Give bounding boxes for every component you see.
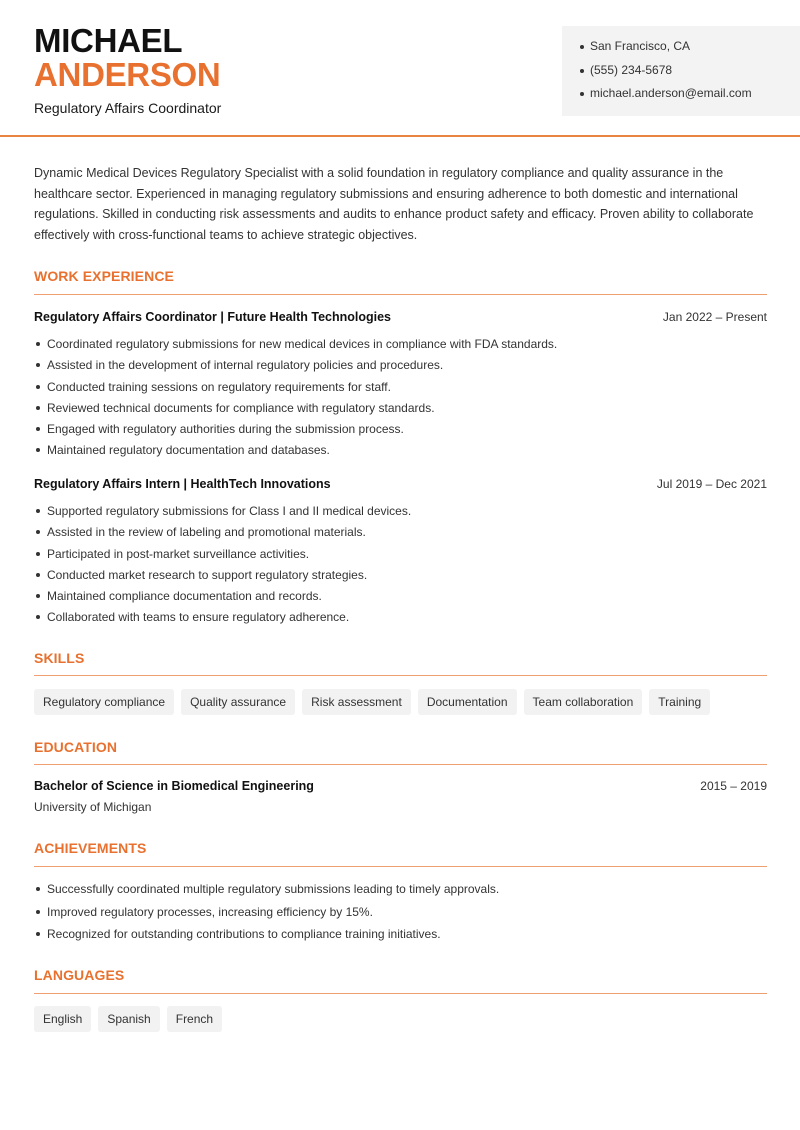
- skill-tag: Team collaboration: [524, 689, 643, 715]
- section-title-achievements: ACHIEVEMENTS: [34, 840, 147, 856]
- skill-tag: Regulatory compliance: [34, 689, 174, 715]
- job-bullets: [34, 335, 767, 463]
- section-divider: [34, 294, 767, 295]
- education-degree: Bachelor of Science in Biomedical Engineering: [34, 779, 314, 793]
- section-divider: [34, 764, 767, 765]
- job-header: [34, 310, 767, 324]
- job-dates: Jul 2019 – Dec 2021: [656, 477, 767, 491]
- section-title-skills: SKILLS: [34, 650, 85, 666]
- list-item: Conducted market research to support regulatory strategies.: [34, 566, 767, 587]
- last-name: ANDERSON: [34, 56, 221, 93]
- list-item: Collaborated with teams to ensure regulatory adherence.: [34, 608, 767, 629]
- contact-box: [562, 26, 800, 116]
- list-item: Recognized for outstanding contributions to compliance training initiatives.: [34, 925, 767, 948]
- job-dates: Jan 2022 – Present: [662, 310, 767, 324]
- contact-email[interactable]: michael.anderson@email.com: [580, 83, 800, 107]
- skill-tag: Quality assurance: [181, 689, 295, 715]
- section-title-education: EDUCATION: [34, 739, 118, 755]
- list-item: Successfully coordinated multiple regulatory submissions leading to timely approvals.: [34, 880, 767, 903]
- job-role: Regulatory Affairs Coordinator | Future Health Technologies: [34, 310, 392, 324]
- education-dates: 2015 – 2019: [700, 779, 767, 793]
- list-item: Coordinated regulatory submissions for new medical devices in compliance with FDA standards.: [34, 335, 767, 356]
- section-title-work: WORK EXPERIENCE: [34, 268, 174, 284]
- skill-tag: Training: [649, 689, 710, 715]
- list-item: Participated in post-market surveillance activities.: [34, 545, 767, 566]
- skill-tag: Risk assessment: [302, 689, 411, 715]
- section-divider: [34, 866, 767, 867]
- first-name: MICHAEL: [34, 22, 183, 59]
- achievements-list: [34, 880, 767, 948]
- job-role: Regulatory Affairs Intern | HealthTech Innovations: [34, 477, 331, 491]
- language-tags: [34, 1006, 222, 1032]
- list-item: Reviewed technical documents for compliance with regulatory standards.: [34, 399, 767, 420]
- resume-header: [0, 0, 800, 137]
- list-item: Engaged with regulatory authorities during the submission process.: [34, 420, 767, 441]
- education-school: University of Michigan: [34, 800, 152, 814]
- section-divider: [34, 993, 767, 994]
- list-item: Conducted training sessions on regulatory requirements for staff.: [34, 378, 767, 399]
- list-item: Supported regulatory submissions for Class I and II medical devices.: [34, 502, 767, 523]
- contact-phone: (555) 234-5678: [580, 60, 800, 84]
- language-tag: English: [34, 1006, 91, 1032]
- list-item: Maintained regulatory documentation and databases.: [34, 441, 767, 462]
- skills-tags: [34, 689, 710, 715]
- job-header: [34, 477, 767, 491]
- section-title-languages: LANGUAGES: [34, 967, 125, 983]
- language-tag: French: [167, 1006, 222, 1032]
- summary: Dynamic Medical Devices Regulatory Specialist with a solid foundation in regulatory compliance and quality assurance in the healthcare sector. Experienced in managing regulatory submissions and ensuring adherence to both domestic and international regulations. Skilled in conducting risk assessments and audits to enhance product safety and efficacy. Proven ability to collaborate effectively with cross-functional teams to achieve strategic objectives.: [34, 166, 754, 242]
- section-divider: [34, 675, 767, 676]
- job-bullets: [34, 502, 767, 630]
- language-tag: Spanish: [98, 1006, 159, 1032]
- list-item: Maintained compliance documentation and records.: [34, 587, 767, 608]
- contact-location: San Francisco, CA: [580, 36, 800, 60]
- list-item: Improved regulatory processes, increasing efficiency by 15%.: [34, 903, 767, 926]
- list-item: Assisted in the development of internal regulatory policies and procedures.: [34, 356, 767, 377]
- skill-tag: Documentation: [418, 689, 517, 715]
- list-item: Assisted in the review of labeling and promotional materials.: [34, 523, 767, 544]
- job-title: Regulatory Affairs Coordinator: [34, 100, 222, 116]
